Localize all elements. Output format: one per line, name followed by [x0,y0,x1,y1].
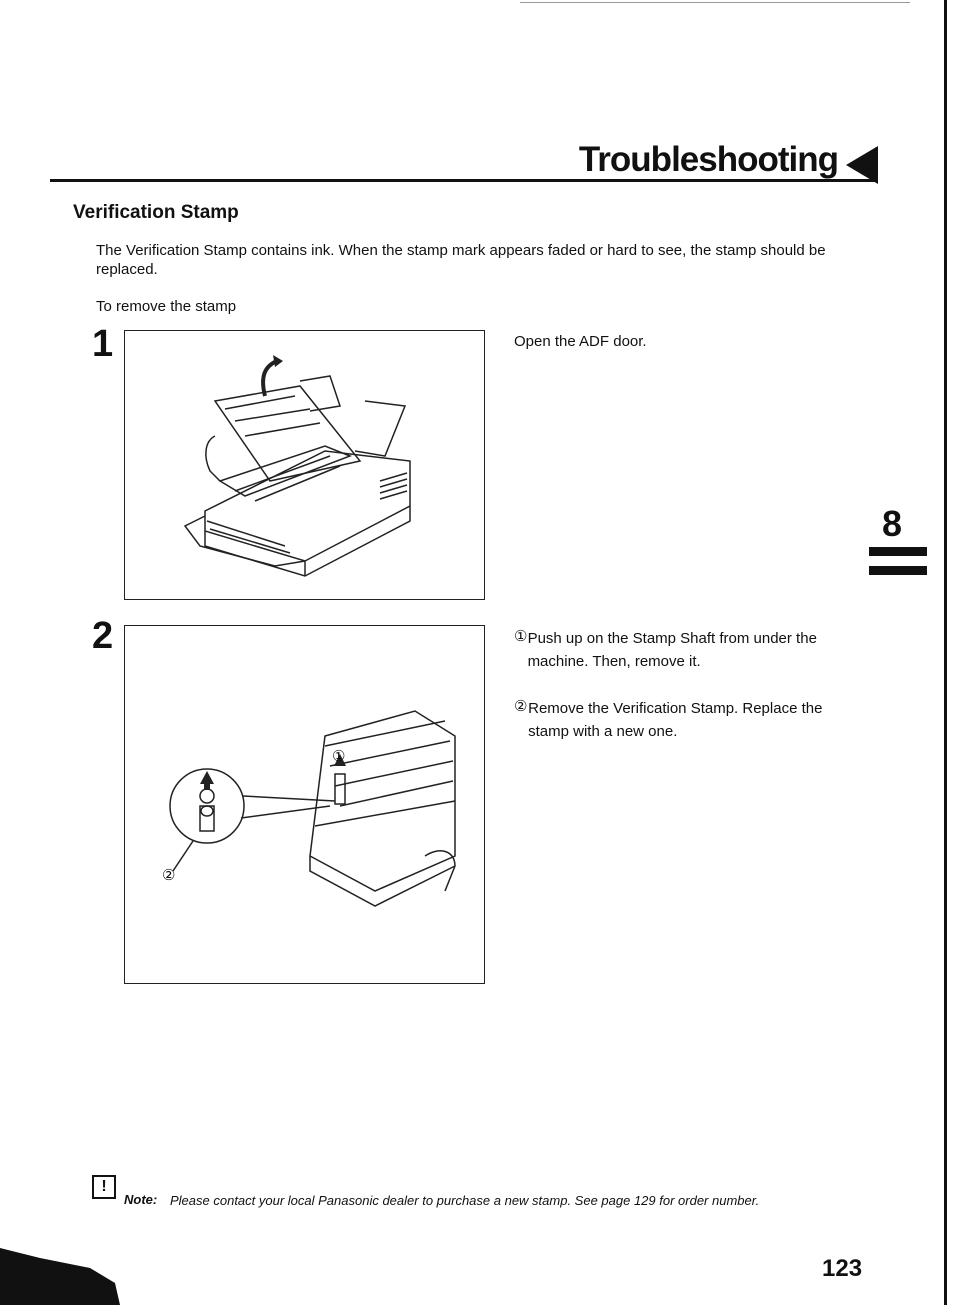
chapter-tab-bar [869,547,927,556]
exclamation-box-icon: ! [92,1175,116,1199]
chapter-tab-number: 8 [882,503,903,544]
step-1-figure [124,330,485,600]
page-header-title: Troubleshooting [578,140,838,179]
item-1-text: Push up on the Stamp Shaft from under the machine. Then, remove it. [527,630,817,670]
step-2-item-1 [514,627,844,673]
fax-adf-door-illustration [125,331,484,599]
step-2-number: 2 [92,615,114,657]
item-2-text: Remove the Verification Stamp. Replace the stamp with a new one. [528,700,823,740]
header-rule [50,179,877,182]
section-title: Verification Stamp [73,202,239,223]
step-1-number: 1 [92,323,114,365]
figure-callout-1: ① [332,748,346,765]
note-label: Note: [124,1192,158,1207]
page-number: 123 [822,1255,863,1282]
remove-stamp-label: To remove the stamp [96,298,237,315]
page-edge [944,0,947,1305]
figure-callout-2: ② [162,867,176,884]
note-text: Please contact your local Panasonic dealer to purchase a new stamp. See page 129 for order number. [170,1193,760,1208]
item-2-marker: ② [514,698,528,715]
step-2-figure [124,625,485,984]
chapter-tab-bar [869,566,927,575]
step-1-instruction: Open the ADF door. [514,333,647,350]
top-scan-line [520,2,910,3]
item-1-marker: ① [514,628,528,645]
intro-paragraph: The Verification Stamp contains ink. When the stamp mark appears faded or hard to see, the stamp should be replaced. [96,242,826,278]
scan-artifact [0,1248,120,1305]
step-2-item-2 [514,697,844,743]
stamp-removal-illustration [125,626,484,983]
